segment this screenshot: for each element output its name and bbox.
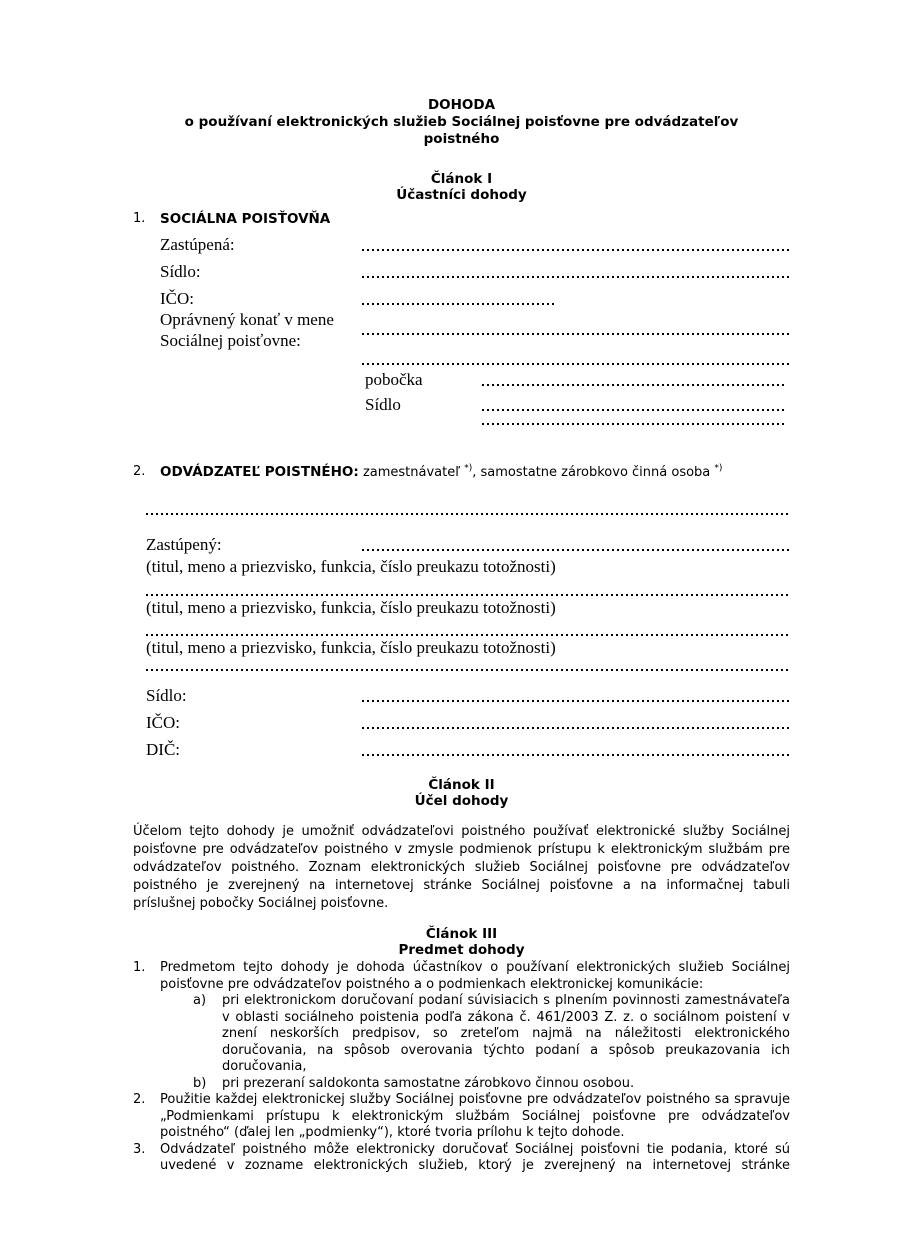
blank-line: [146, 669, 790, 671]
blank-line: [146, 513, 790, 515]
article3-heading: Článok III: [425, 926, 498, 942]
list-item-text: Predmetom tejto dohody je dohoda účastníkov o používaní elektronických služieb Sociálnej poisťovne pre odvádzateľov poistného a o podmienkach elektronickej komunikácie:: [160, 960, 790, 992]
list-item-letter: b): [193, 1075, 207, 1091]
blank-line: [482, 384, 787, 386]
field-label: DIČ:: [146, 740, 180, 759]
field-pobocka: [365, 365, 790, 390]
article2-heading-block: [133, 777, 790, 809]
list-item-1: [133, 960, 790, 993]
field-label: Sídlo:: [160, 262, 201, 281]
field-zastupeny: [146, 529, 790, 555]
article1-heading-block: [133, 171, 790, 203]
document-title-line1: DOHODA: [427, 97, 496, 113]
party2-item: [133, 463, 790, 482]
party2-number: 2.: [133, 464, 146, 479]
party1-name: SOCIÁLNA POISŤOVŇA: [160, 211, 331, 227]
document-title-line3: poistného: [423, 131, 500, 147]
blank-line: [146, 594, 790, 596]
party2-name: ODVÁDZATEĽ POISTNÉHO:: [160, 464, 359, 480]
list-subitem-b: [193, 1076, 790, 1093]
field-label: IČO:: [146, 713, 180, 732]
blank-line: [362, 303, 557, 305]
article2-heading: Článok II: [428, 777, 495, 793]
field-dic: [146, 733, 790, 760]
article3-list: [133, 960, 790, 1175]
blank-line: [362, 249, 790, 251]
field-ico2: [146, 706, 790, 733]
field-label: Zastúpený:: [146, 535, 222, 554]
footnote-marker: *): [464, 463, 473, 474]
blank-line: [362, 727, 790, 729]
field-label: Sídlo: [365, 395, 401, 414]
list-subitem-a: [193, 993, 790, 1076]
field-hint: (titul, meno a priezvisko, funkcia, číslo preukazu totožnosti): [146, 557, 556, 576]
field-label: IČO:: [160, 289, 194, 308]
blank-line: [362, 549, 790, 551]
article1-heading: Článok I: [430, 171, 493, 187]
list-item-3: [133, 1142, 790, 1175]
field-sidlo2: [146, 679, 790, 706]
party1-item: [133, 210, 790, 228]
article3-heading-block: [133, 926, 790, 958]
field-sidlo: [160, 255, 790, 282]
blank-line: [146, 634, 790, 636]
article2-paragraph: Účelom tejto dohody je umožniť odvádzateľovi poistného používať elektronické služby Sociálnej poisťovne pre odvádzateľov poistného v zmysle podmienok prístupu k elektronickým službám pre odvádzateľov poistného. Zoznam elektronických služieb Sociálnej poisťovne pre odvádzateľov poistného je zverejnený na internetovej stránke Sociálnej poisťovne a na informačnej tabuli príslušnej pobočky Sociálnej poisťovne.: [133, 824, 790, 911]
article2-subheading: Účel dohody: [414, 793, 509, 809]
list-item-text: Odvádzateľ poistného môže elektronicky doručovať Sociálnej poisťovni tie podania, ktoré sú uvedené v zozname elektronických služieb, ktorý je zverejnený na internetovej stránke: [160, 1141, 790, 1173]
list-item-letter: a): [193, 993, 207, 1008]
field-pobocka-sidlo: [365, 390, 790, 415]
blank-line: [362, 700, 790, 702]
list-item-text: Použitie každej elektronickej služby Sociálnej poisťovne pre odvádzateľov poistného sa spravuje „Podmienkami prístupu k elektronickým službám Sociálnej poisťovne pre odvádzateľov poistného“ (ďalej len „podmienky“), ktoré tvoria prílohu k tejto dohode.: [160, 1092, 790, 1140]
field-label: pobočka: [365, 370, 423, 389]
field-label: Oprávnený konať v mene Sociálnej poisťovne:: [160, 310, 334, 350]
article3-subheading: Predmet dohody: [398, 942, 525, 958]
field-ico: [160, 282, 790, 309]
document-title: [133, 97, 790, 148]
article1-subheading: Účastníci dohody: [396, 187, 527, 203]
party2-text: ODVÁDZATEĽ POISTNÉHO: zamestnávateľ *), samostatne zárobkovo činná osoba *): [160, 463, 723, 480]
footnote-marker: *): [714, 463, 723, 474]
field-label: Sídlo:: [146, 686, 187, 705]
field-hint: (titul, meno a priezvisko, funkcia, číslo preukazu totožnosti): [146, 598, 556, 617]
document-title-line2: o používaní elektronických služieb Sociálnej poisťovne pre odvádzateľov: [184, 114, 739, 130]
list-item-number: 3.: [133, 1141, 146, 1157]
blank-line: [362, 754, 790, 756]
field-zastupena: [160, 228, 790, 255]
list-item-number: 2.: [133, 1092, 146, 1107]
blank-line: [482, 423, 787, 425]
list-item-text: pri prezeraní saldokonta samostatne zárobkovo činnou osobou.: [222, 1075, 635, 1091]
list-item-2: [133, 1092, 790, 1142]
blank-line: [362, 276, 790, 278]
blank-line: [362, 333, 790, 335]
field-hint: (titul, meno a priezvisko, funkcia, číslo preukazu totožnosti): [146, 638, 556, 657]
blank-line: [482, 409, 787, 411]
list-item-number: 1.: [133, 960, 146, 975]
field-opravneny-konat: [160, 309, 790, 351]
field-label: Zastúpená:: [160, 235, 235, 254]
party1-number: 1.: [133, 211, 146, 226]
list-item-text: pri elektronickom doručovaní podaní súvisiacich s plnením povinnosti zamestnávateľa v oblasti sociálneho poistenia podľa zákona č. 461/2003 Z. z. o sociálnom poistení v znení neskorších predpisov, so zreteľom najmä na náležitosti elektronického doručovania, na spôsob overovania týchto podaní a spôsob preukazovania ich doručovania,: [222, 993, 790, 1074]
